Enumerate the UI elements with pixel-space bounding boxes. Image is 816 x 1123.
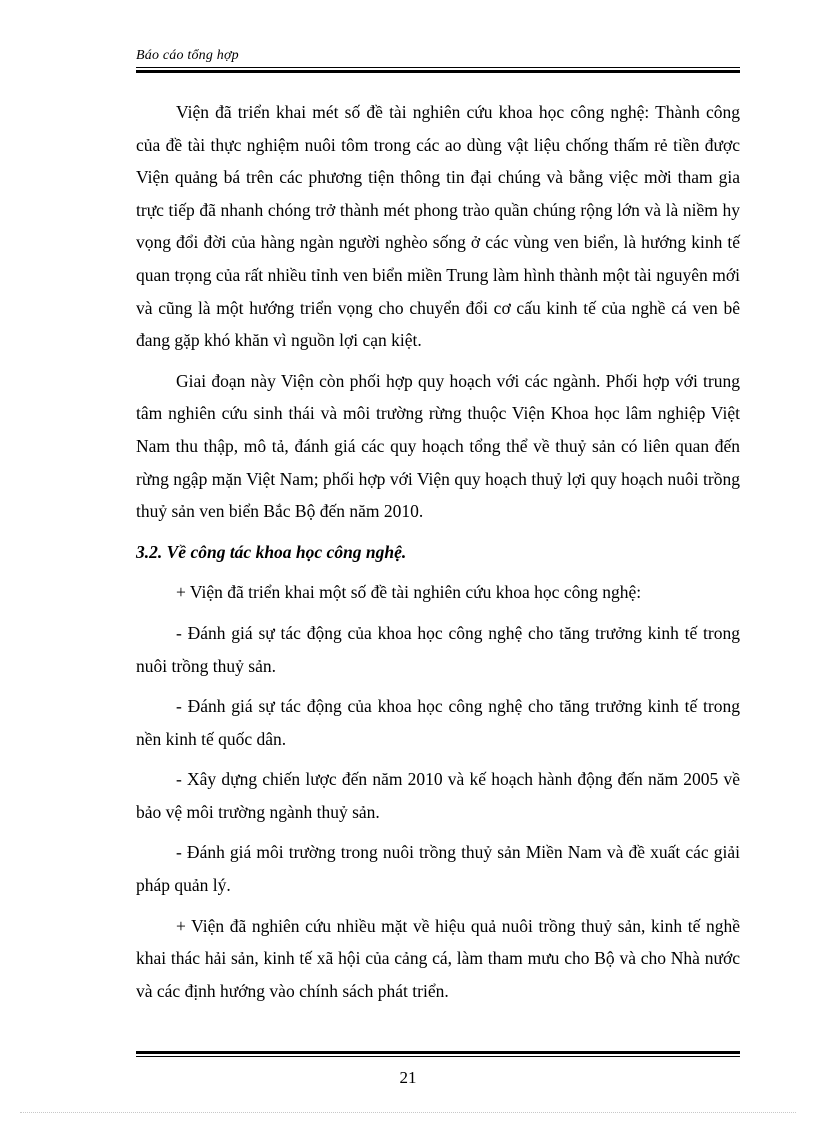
list-item: + Viện đã triển khai một số đề tài nghiên cứu khoa học công nghệ: xyxy=(176,582,642,603)
list-item: + Viện đã nghiên cứu nhiều mặt về hiệu quả nuôi trồng thuỷ sản, kinh tế nghề khai thác hải sản, kinh tế xã hội của cảng cá, làm tham mưu cho Bộ và cho Nhà nước và các định hướng vào chính sách phát triển. xyxy=(136,915,740,1001)
paragraph: Giai đoạn này Viện còn phối hợp quy hoạch với các ngành. Phối hợp với trung tâm nghiên cứu sinh thái và môi trường rừng thuộc Viện Khoa học lâm nghiệp Việt Nam thu thập, mô tả, đánh giá các quy hoạch tổng thể về thuỷ sản có liên quan đến rừng ngập mặn Việt Nam; phối hợp với Viện quy hoạch thuỷ lợi quy hoạch nuôi trồng thuỷ sản ven biển Bắc Bộ đến năm 2010. xyxy=(136,370,740,522)
list-item: - Xây dựng chiến lược đến năm 2010 và kế hoạch hành động đến năm 2005 về bảo vệ môi trường ngành thuỷ sản. xyxy=(136,769,740,822)
list-item: - Đánh giá môi trường trong nuôi trồng thuỷ sản Miền Nam và đề xuất các giải pháp quản lý. xyxy=(136,842,740,896)
page-number: 21 xyxy=(399,1068,417,1087)
list-item: - Đánh giá sự tác động của khoa học công nghệ cho tăng trưởng kinh tế trong nền kinh tế quốc dân. xyxy=(136,696,740,749)
running-header: Báo cáo tổng hợp xyxy=(136,48,239,63)
page-edge-divider xyxy=(20,1112,796,1113)
list-item: - Đánh giá sự tác động của khoa học công nghệ cho tăng trưởng kinh tế trong nuôi trồng thuỷ sản. xyxy=(136,622,740,676)
footer-rule-thick xyxy=(136,1051,740,1054)
paragraph: Viện đã triển khai mét số đề tài nghiên cứu khoa học công nghệ: Thành công của đề tài thực nghiệm nuôi tôm trong các ao dùng vật liệu chống thấm rẻ tiền được Viện quảng bá trên các phương tiện thông tin đại chúng và bằng việc mời tham gia trực tiếp đã nhanh chóng trở thành mét phong trào quần chúng rộng lớn và là niềm hy vọng đổi đời của hàng ngàn người nghèo sống ở các vùng ven biển, là hướng kinh tế quan trọng của rất nhiều tỉnh ven biển miền Trung làm hình thành một tài nguyên mới và cũng là một hướng triển vọng cho chuyển đổi cơ cấu kinh tế của nghề cá ven bê đang gặp khó khăn vì nguồn lợi cạn kiệt. xyxy=(136,102,740,351)
document-body xyxy=(136,96,740,1007)
section-heading: 3.2. Về công tác khoa học công nghệ. xyxy=(136,541,407,562)
header-rule-thin xyxy=(136,67,740,68)
footer-rule-thin xyxy=(136,1056,740,1057)
header-rule-thick xyxy=(136,70,740,73)
